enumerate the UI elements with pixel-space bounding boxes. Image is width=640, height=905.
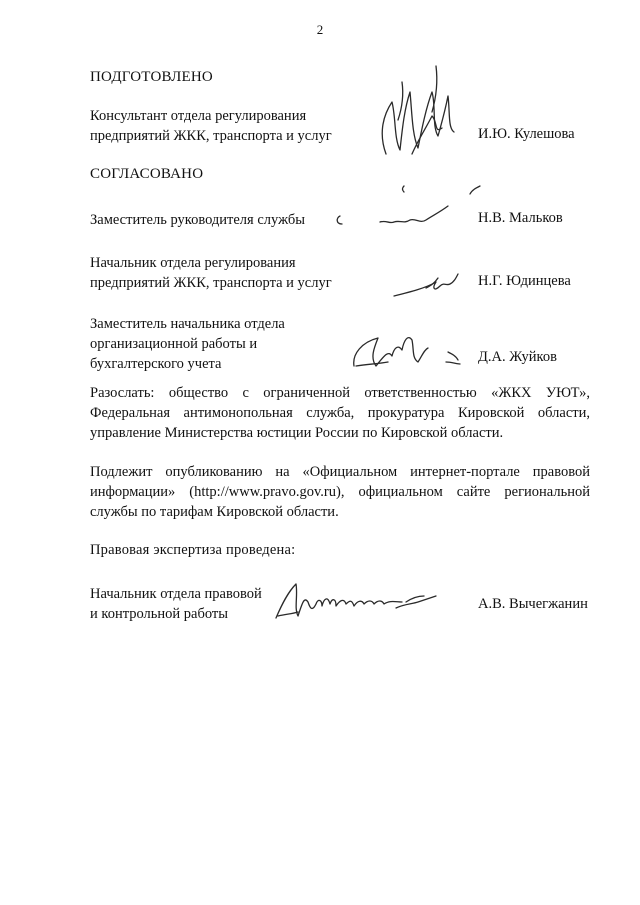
signature-malkov [330, 180, 470, 240]
distribution-paragraph [90, 383, 590, 443]
position-line: и контрольной работы [90, 606, 228, 622]
page-number: 2 [316, 22, 324, 37]
signatory-name-malkov: Н.В. Мальков [478, 210, 563, 226]
signatory-name-vychegzhanin: А.В. Вычегжанин [478, 596, 588, 612]
signatory-name-yudintseva: Н.Г. Юдинцева [478, 273, 571, 289]
position-line: Консультант отдела регулирования [90, 108, 307, 124]
distribution-line: Федеральная антимонопольная служба, прокуратура Кировской области, [90, 405, 590, 421]
distribution-line: управление Министерства юстиции России по Кировской области. [90, 425, 504, 441]
publication-line: службы по тарифам Кировской области. [90, 504, 339, 520]
position-line: предприятий ЖКК, транспорта и услуг [90, 275, 332, 291]
signature-kuleshova [372, 62, 462, 172]
distribution-line: Разослать: общество с ограниченной ответственностью «ЖКХ УЮТ», [90, 385, 590, 401]
publication-paragraph [90, 462, 590, 522]
position-line: Заместитель руководителя службы [90, 212, 306, 228]
position-line: Начальник отдела регулирования [90, 255, 296, 271]
signatory-position-malkov [90, 210, 330, 230]
publication-line: Подлежит опубликованию на «Официальном интернет-портале правовой [90, 464, 590, 480]
position-line: предприятий ЖКК, транспорта и услуг [90, 128, 332, 144]
signature-yudintseva [390, 264, 470, 304]
signatory-position-zhuikov [90, 314, 360, 374]
position-line: организационной работы и [90, 336, 258, 352]
publication-line: информации» (http://www.pravo.gov.ru), официальном сайте региональной [90, 484, 590, 500]
agreed-heading: СОГЛАСОВАНО [90, 166, 204, 182]
position-line: Заместитель начальника отдела [90, 316, 285, 332]
position-line: бухгалтерского учета [90, 356, 222, 372]
signatory-name-zhuikov: Д.А. Жуйков [478, 349, 557, 365]
signatory-position-kuleshova [90, 106, 360, 146]
signatory-position-yudintseva [90, 253, 360, 293]
position-line: Начальник отдела правовой [90, 586, 262, 602]
signature-vychegzhanin [268, 574, 448, 624]
signatory-name-kuleshova: И.Ю. Кулешова [478, 126, 575, 142]
prepared-heading: ПОДГОТОВЛЕНО [90, 69, 213, 85]
signature-zhuikov [348, 326, 468, 376]
legal-review-statement: Правовая экспертиза проведена: [90, 542, 296, 558]
